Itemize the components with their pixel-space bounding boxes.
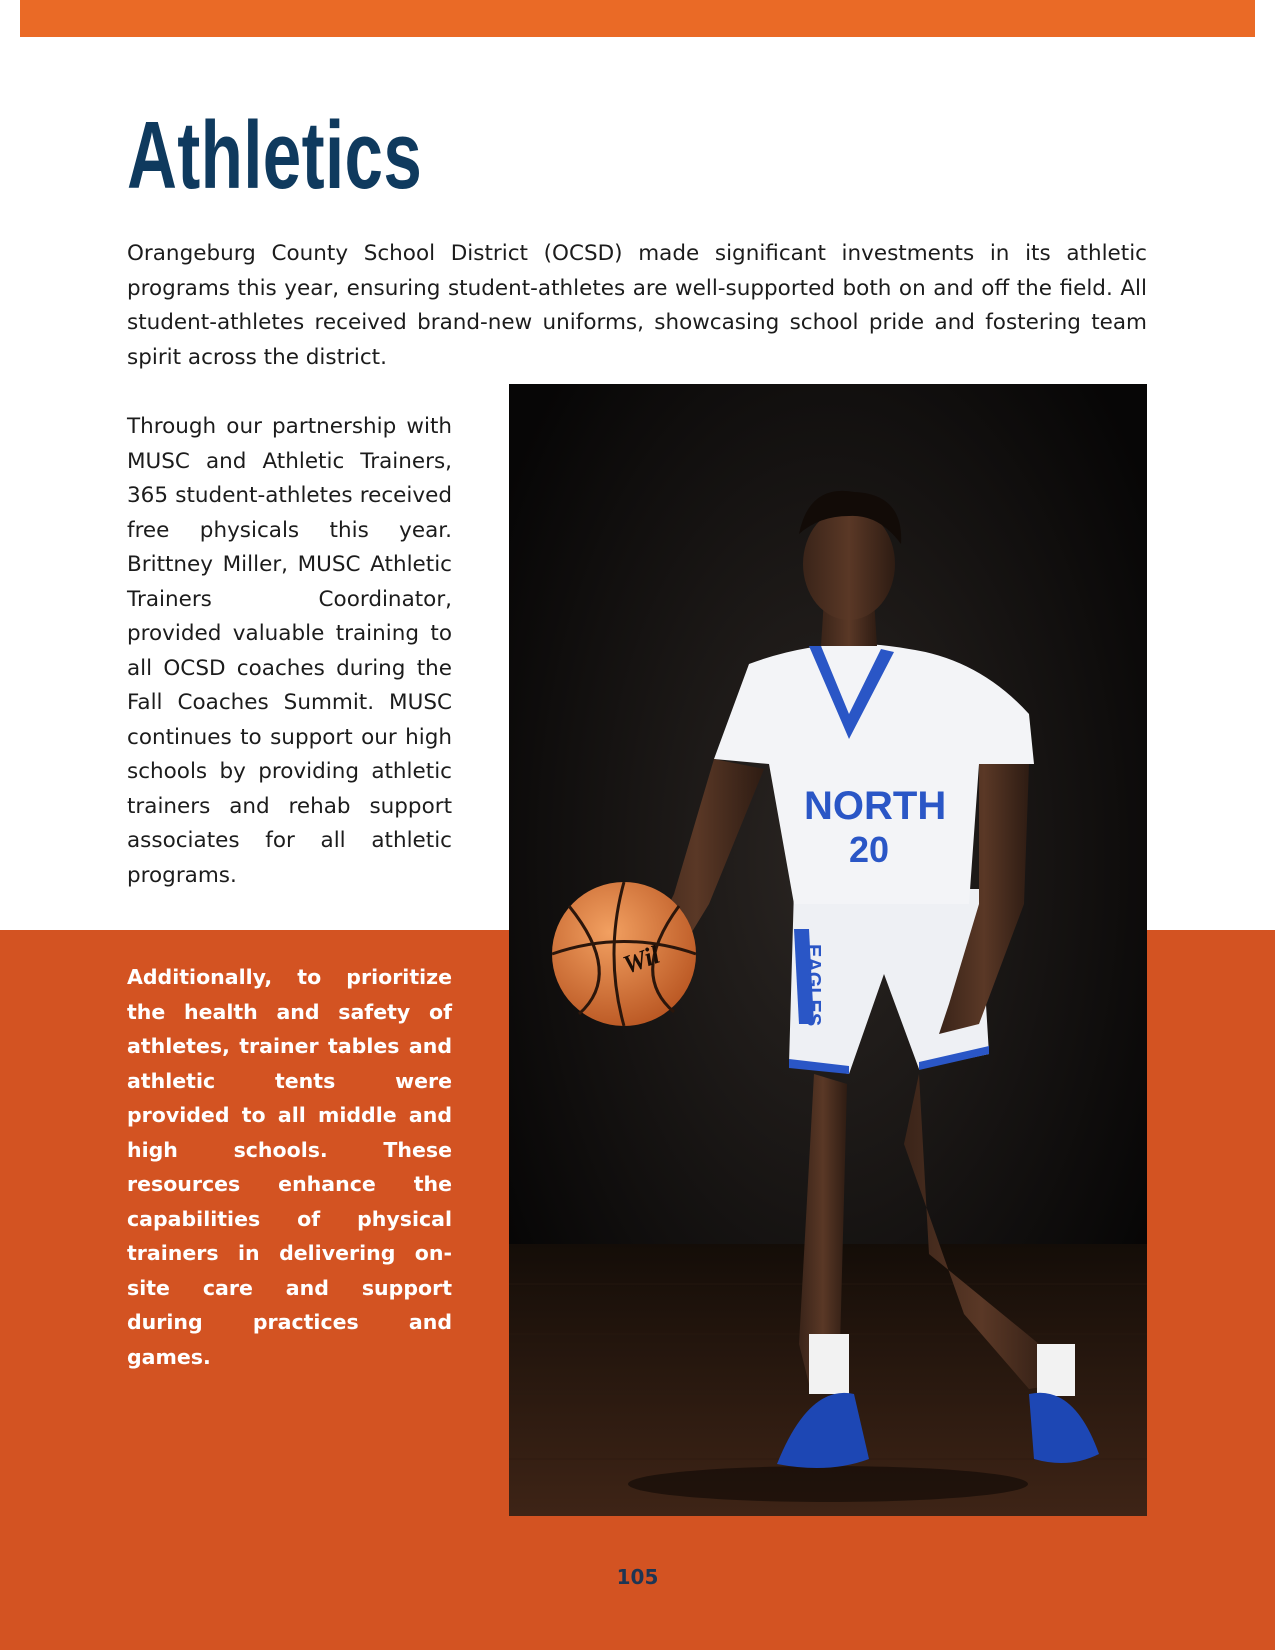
safety-paragraph: Additionally, to prioritize the health and safety of athletes, trainer tables and athletic tents were provided to all middle and high schools. These resources enhance the capabilities of physical trainers in delivering on-site care and support during practices and games. (127, 965, 452, 1369)
musc-partnership-paragraph: Through our partnership with MUSC and Athletic Trainers, 365 student-athletes received free physicals this year. Brittney Miller, MUSC Athletic Trainers Coordinator, provided valuable training to all OCSD coaches during the Fall Coaches Summit. MUSC continues to support our high schools by providing athletic trainers and rehab support associates for all athletic programs. (127, 414, 452, 888)
basketball-player-photo (509, 384, 1147, 1516)
shorts-text: EAGLES (802, 944, 824, 1027)
page-number: 105 (616, 1565, 659, 1589)
ball-brand: Wil (619, 939, 664, 980)
page-title: Athletics (127, 102, 423, 209)
top-accent-bar (20, 0, 1255, 37)
jersey-text: NORTH (804, 784, 947, 828)
intro-paragraph: Orangeburg County School District (OCSD) made significant investments in its athletic programs this year, ensuring student-athletes are well-supported both on and off the field. All student-athletes received brand-new uniforms, showcasing school pride and fostering team spirit across the district. (127, 241, 1147, 370)
jersey-number: 20 (849, 829, 890, 870)
